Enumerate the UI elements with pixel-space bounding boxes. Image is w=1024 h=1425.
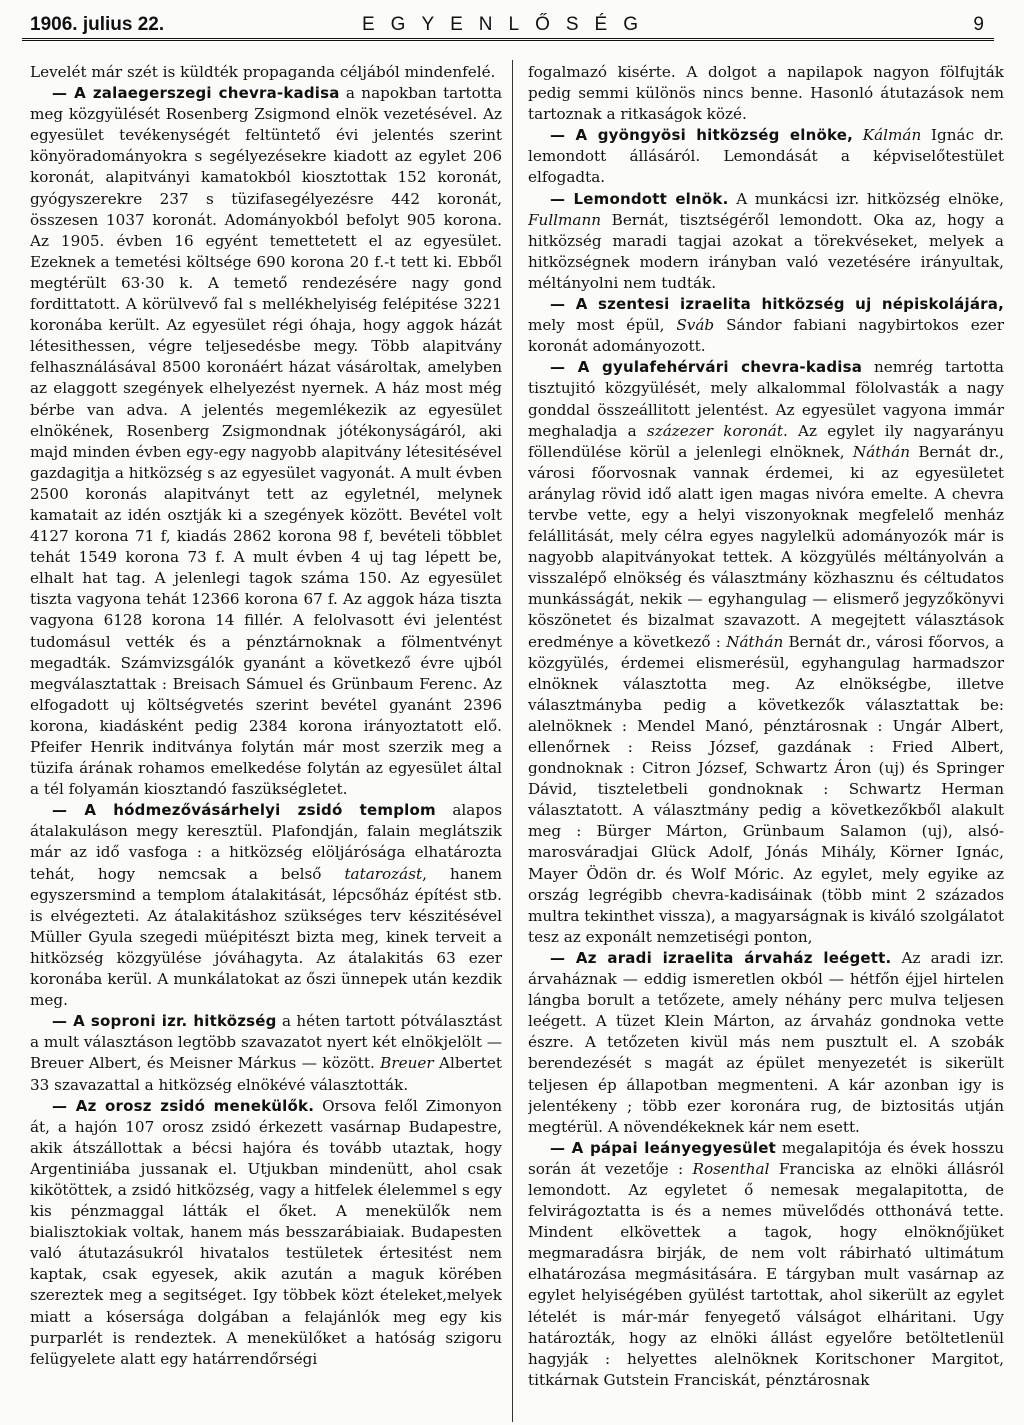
article-body: a napokban tartotta meg közgyülését Rosenberg Zsigmond elnök vezetésével. Az egyesület tevékenységét feltüntető évi jelentés szerint könyöradományokra s segélyezésekre kiadott az egylet 206 koronát, alapitványi kamatokból kiosztottak 152 koronát, gyógyszerekre 237 s tüzifasegélyezésre 442 koronát, összesen 1037 koronát. Adományokból befolyt 905 korona. Az 1905. évben 16 egyént temettetett el az egyesület. Ezeknek a temetési költsége 690 korona 20 f.-t tett ki. Ebből megtérült 63·30 k. A temető rendezésére nagy gond fordittatott. A körülvevő fal s mellékhelyiség felépitése 3221 koronába került. Az egyesület régi óhaja, hogy aggok házát létesithessen, végre teljesedésbe megy. Több alapitvány felhasználásával 8500 koronáért házat vásároltak, amelyben az elaggott szegények elhelyezést nyernek. A ház most még bérbe van adva. A jelentés megemlékezik az egyesület elnökének, Rosenberg Zsigmondnak jótékonyságáról, aki majd minden évben egy-egy nagyobb alapitvány létesitésével gazdagitja a hitközség s az egyesület vagyonát. A mult évben 2500 koronás alapitványt tett az egyletnél, melynek kamatait az idén osztják ki a szegények között. Bevétel volt 4127 korona 71 f, kiadás 2862 korona 98 f, bevételi többlet tehát 1549 korona 73 f. A mult évben 4 uj tag lépett be, elhalt hat tag. A jelenlegi tagok száma 150. Az egyesület tiszta vagyona tehát 12366 korona 67 f. Az aggok háza tiszta vagyona 6128 korona 14 fillér. A felolvasott évi jelentést tudomásul vették és a pénztárnoknak a fölmentvényt megadták. Számvizsgálók gyanánt a következő évre ujból megválasztattak : Breisach Sámuel és Grünbaum Ferenc. Az elfogadott uj költségvetés szerint bevétel gyanánt 2396 korona, kiadásként pedig 2384 korona irányoztatott elő. Pfeifer Henrik inditványa folytán már most szerzik meg a tüzifa árának rohamos emelkedése folytán az egyesület által a tél folyamán kiosztandó faszükségletet. xyxy=(30,84,502,799)
article-zalaegerszeg xyxy=(30,83,502,800)
article-heading: — A zalaegerszegi chevra-kadisa xyxy=(52,84,340,103)
left-column xyxy=(30,62,502,1422)
article-heading: — A szentesi izraelita hitközség uj népiskolájára, xyxy=(550,295,1004,314)
article-heading: — A gyöngyösi hitközség elnöke, xyxy=(550,126,853,145)
article-heading: — A hódmezővásárhelyi zsidó templom xyxy=(52,801,436,820)
page-number: 9 xyxy=(973,14,984,35)
article-heading: — A gyulafehérvári chevra-kadisa xyxy=(550,358,863,377)
article-hodmezovasarhely: — A hódmezővásárhelyi zsidó templom alapos átalakuláson megy keresztül. Plafondján, falain meglátszik már az idő vasfoga : a hitközség elöljárósága elhatározta tehát, hogy nemcsak a belső tatarozást, hanem egyszersmind a templom átalakitását, lépcsőház építést stb. is elvégezteti. Az átalakitáshoz szükséges terv készitésével Müller Gyula szegedi müépitészt bizta meg, kinek terveit a hitközség közgyülése jóváhagyta. Az átalakitás 63 ezer koronába kerül. A munkálatokat az őszi ünnepek után kezdik meg. xyxy=(30,801,502,1010)
article-heading: — Az orosz zsidó menekülők. xyxy=(52,1096,315,1115)
article-heading: — Az aradi izraelita árvaház leégett. xyxy=(550,948,892,967)
article-orosz-menekulok: — Az orosz zsidó menekülők. Orsova felől Zimonyon át, a hajón 107 orosz zsidó érkezett vasárnap Budapestre, akik átszállottak a bécsi hajóra és tovább utaztak, hogy Argentiniába jussanak el. Utjukban mindenütt, ahol csak kikötöttek, a zsidó hitközség, vagy a hitfelek élelemmel s egy kis pénzmaggal látták el őket. A menekülők nem bialisztokiak voltak, hanem más besszarábiaiak. Budapesten való átutazásukról hivatalos testületek értesitést nem kaptak, csak egyesek, akik azután a maguk körében szereztek meg a segitséget. Igy többek közt ételeket,melyek miatt a kósersága dolgában a felajánlók meg egy kis purparlét is rendeztek. A menekülőket a hatóság szigoru felügyelete alatt egy határrendőrségi xyxy=(30,1096,502,1368)
article-lemondott-elnok: — Lemondott elnök. A munkácsi izr. hitközség elnöke, Fullmann Bernát, tisztségéről lemondott. Oka az, hogy a hitközség maradi tagjai azokat a törekvéseket, melyek a hitközségnek modern irányban való vezetésére irányultak, méltányolni nem tudták. xyxy=(528,189,1004,292)
article-heading: — A pápai leányegyesület xyxy=(550,1138,776,1157)
article-szentes: — A szentesi izraelita hitközség uj népiskolájára, mely most épül, Sváb Sándor fabiani nagybirtokos ezer koronát adományozott. xyxy=(528,295,1004,356)
article-continuation: fogalmazó kisérte. A dolgot a napilapok nagyon fölfujták pedig semmi különös nincs benne. Hasonló átutazások nem tartoznak a ritkaságok közé. xyxy=(528,63,1004,124)
article-arad-arvahaz: — Az aradi izraelita árvaház leégett. Az aradi izr. árvaháznak — eddig ismeretlen okból — hétfőn éjjel hirtelen lángba borult a tetőzete, amely néhány perc mulva teljesen leégett. A tüzet Klein Márton, az árvaház gondnoka vette észre. A tetőzeten kivül más nem pusztult el. A szobák berendezését s magát az épület menyezetét is sikerült teljesen ép állapotban megmenteni. A kár azonban igy is jelentékeny ; több ezer koronára rug, de biztositás utján megtérül. A növendékeknek kár nem esett. xyxy=(528,948,1004,1136)
newspaper-title: EGYENLŐSÉG xyxy=(362,14,654,35)
article-continuation: Levelét már szét is küldték propaganda céljából mindenfelé. xyxy=(30,63,496,81)
article-heading: — Lemondott elnök. xyxy=(550,189,729,208)
article-gyongyos: — A gyöngyösi hitközség elnöke, Kálmán Ignác dr. lemondott állásáról. Lemondását a képviselőtestület elfogadta. xyxy=(528,126,1004,187)
right-column xyxy=(528,62,1004,1422)
article-heading: — A soproni izr. hitközség xyxy=(52,1012,277,1031)
page-header xyxy=(22,8,994,41)
article-sopron: — A soproni izr. hitközség a héten tartott pótválasztást a mult választáson legtöbb szavazatot nyert két elnökjelölt — Breuer Albert, és Meisner Márkus — között. Breuer Albertet 33 szavazattal a hitközség elnökévé választották. xyxy=(30,1012,502,1094)
article-papa-leanyegyesulet: — A pápai leányegyesület megalapitója és évek hosszu során át vezetője : Rosenthal Franciska az elnöki állásról lemondott. Az egyletet ő nemesak megalapitotta, de felvirágoztatta is és a nemes müvelődés otthonává tette. Mindent elkövettek a tagok, hogy elnöknőjüket megmaradásra birják, de nem volt rábirható ultimátum elhatározása megmásitására. E tárgyban mult vasárnap az egylet helyiségében gyülést tartottak, ahol sikerült az egylet lételét is már-már fenyegető válságot elháritani. Ugy határozták, hogy az elnöki állást egyelőre betöltetlenül hagyják : helyettes alelnöknek Koritschoner Margitot, titkárnak Gutstein Franciskát, pénztárosnak xyxy=(528,1138,1004,1389)
article-gyulafehervar: — A gyulafehérvári chevra-kadisa nemrég tartotta tisztujitó közgyülését, mely alkalommal fölolvasták a nagy gonddal összeállitott jelentést. Az egyesület vagyona immár meghaladja a százezer koronát. Az egylet ily nagyarányu föllendülése körül a jelenlegi elnöknek, Náthán Bernát dr., városi főorvosnak vannak érdemei, ki az egyesületet aránylag rövid idő alatt igen magas nivóra emelte. A chevra tervbe vette, egy a helyi viszonyoknak megfelelő menház felállitását, mely célra egyes nagylelkü adományozók már is nagyobb alapitványokat tettek. A közgyülés méltányolván a visszalépő elnökség és választmány közhasznu és céltudatos munkásságát, nekik — egyhangulag — elismerő jegyzőkönyvi köszönetet és bizalmat szavazott. A megejtett választások eredménye a következő : Náthán Bernát dr., városi főorvos, a közgyülés, érdemei elismerésül, egyhangulag harmadszor elnöknek választotta meg. Az elnökségbe, illetve választmányba pedig a következők választattak be: alelnöknek : Mendel Manó, pénztárosnak : Ungár Albert, ellenőrnek : Reiss József, gazdának : Fried Albert, gondnoknak : Citron József, Schwartz Áron (uj) és Springer Dávid, tiszteletbeli gondnoknak : Schwartz Herman választatott. A választmány pedig a következőkből alakult meg : Bürger Márton, Grünbaum Salamon (uj), alsó-marosváradjai Glück Adolf, Jónás Mihály, Körner Ignác, Mayer Ödön dr. és Wolf Móric. Az egylet, mely egyike az ország legrégibb chevra-kadisáinak (több mint 2 százados multra tekinthet vissza), a magyarságnak is kiváló szolgálatot tesz az exponált nemzetiségi ponton, xyxy=(528,358,1004,946)
issue-date: 1906. julius 22. xyxy=(30,14,165,35)
column-divider xyxy=(512,60,513,1422)
